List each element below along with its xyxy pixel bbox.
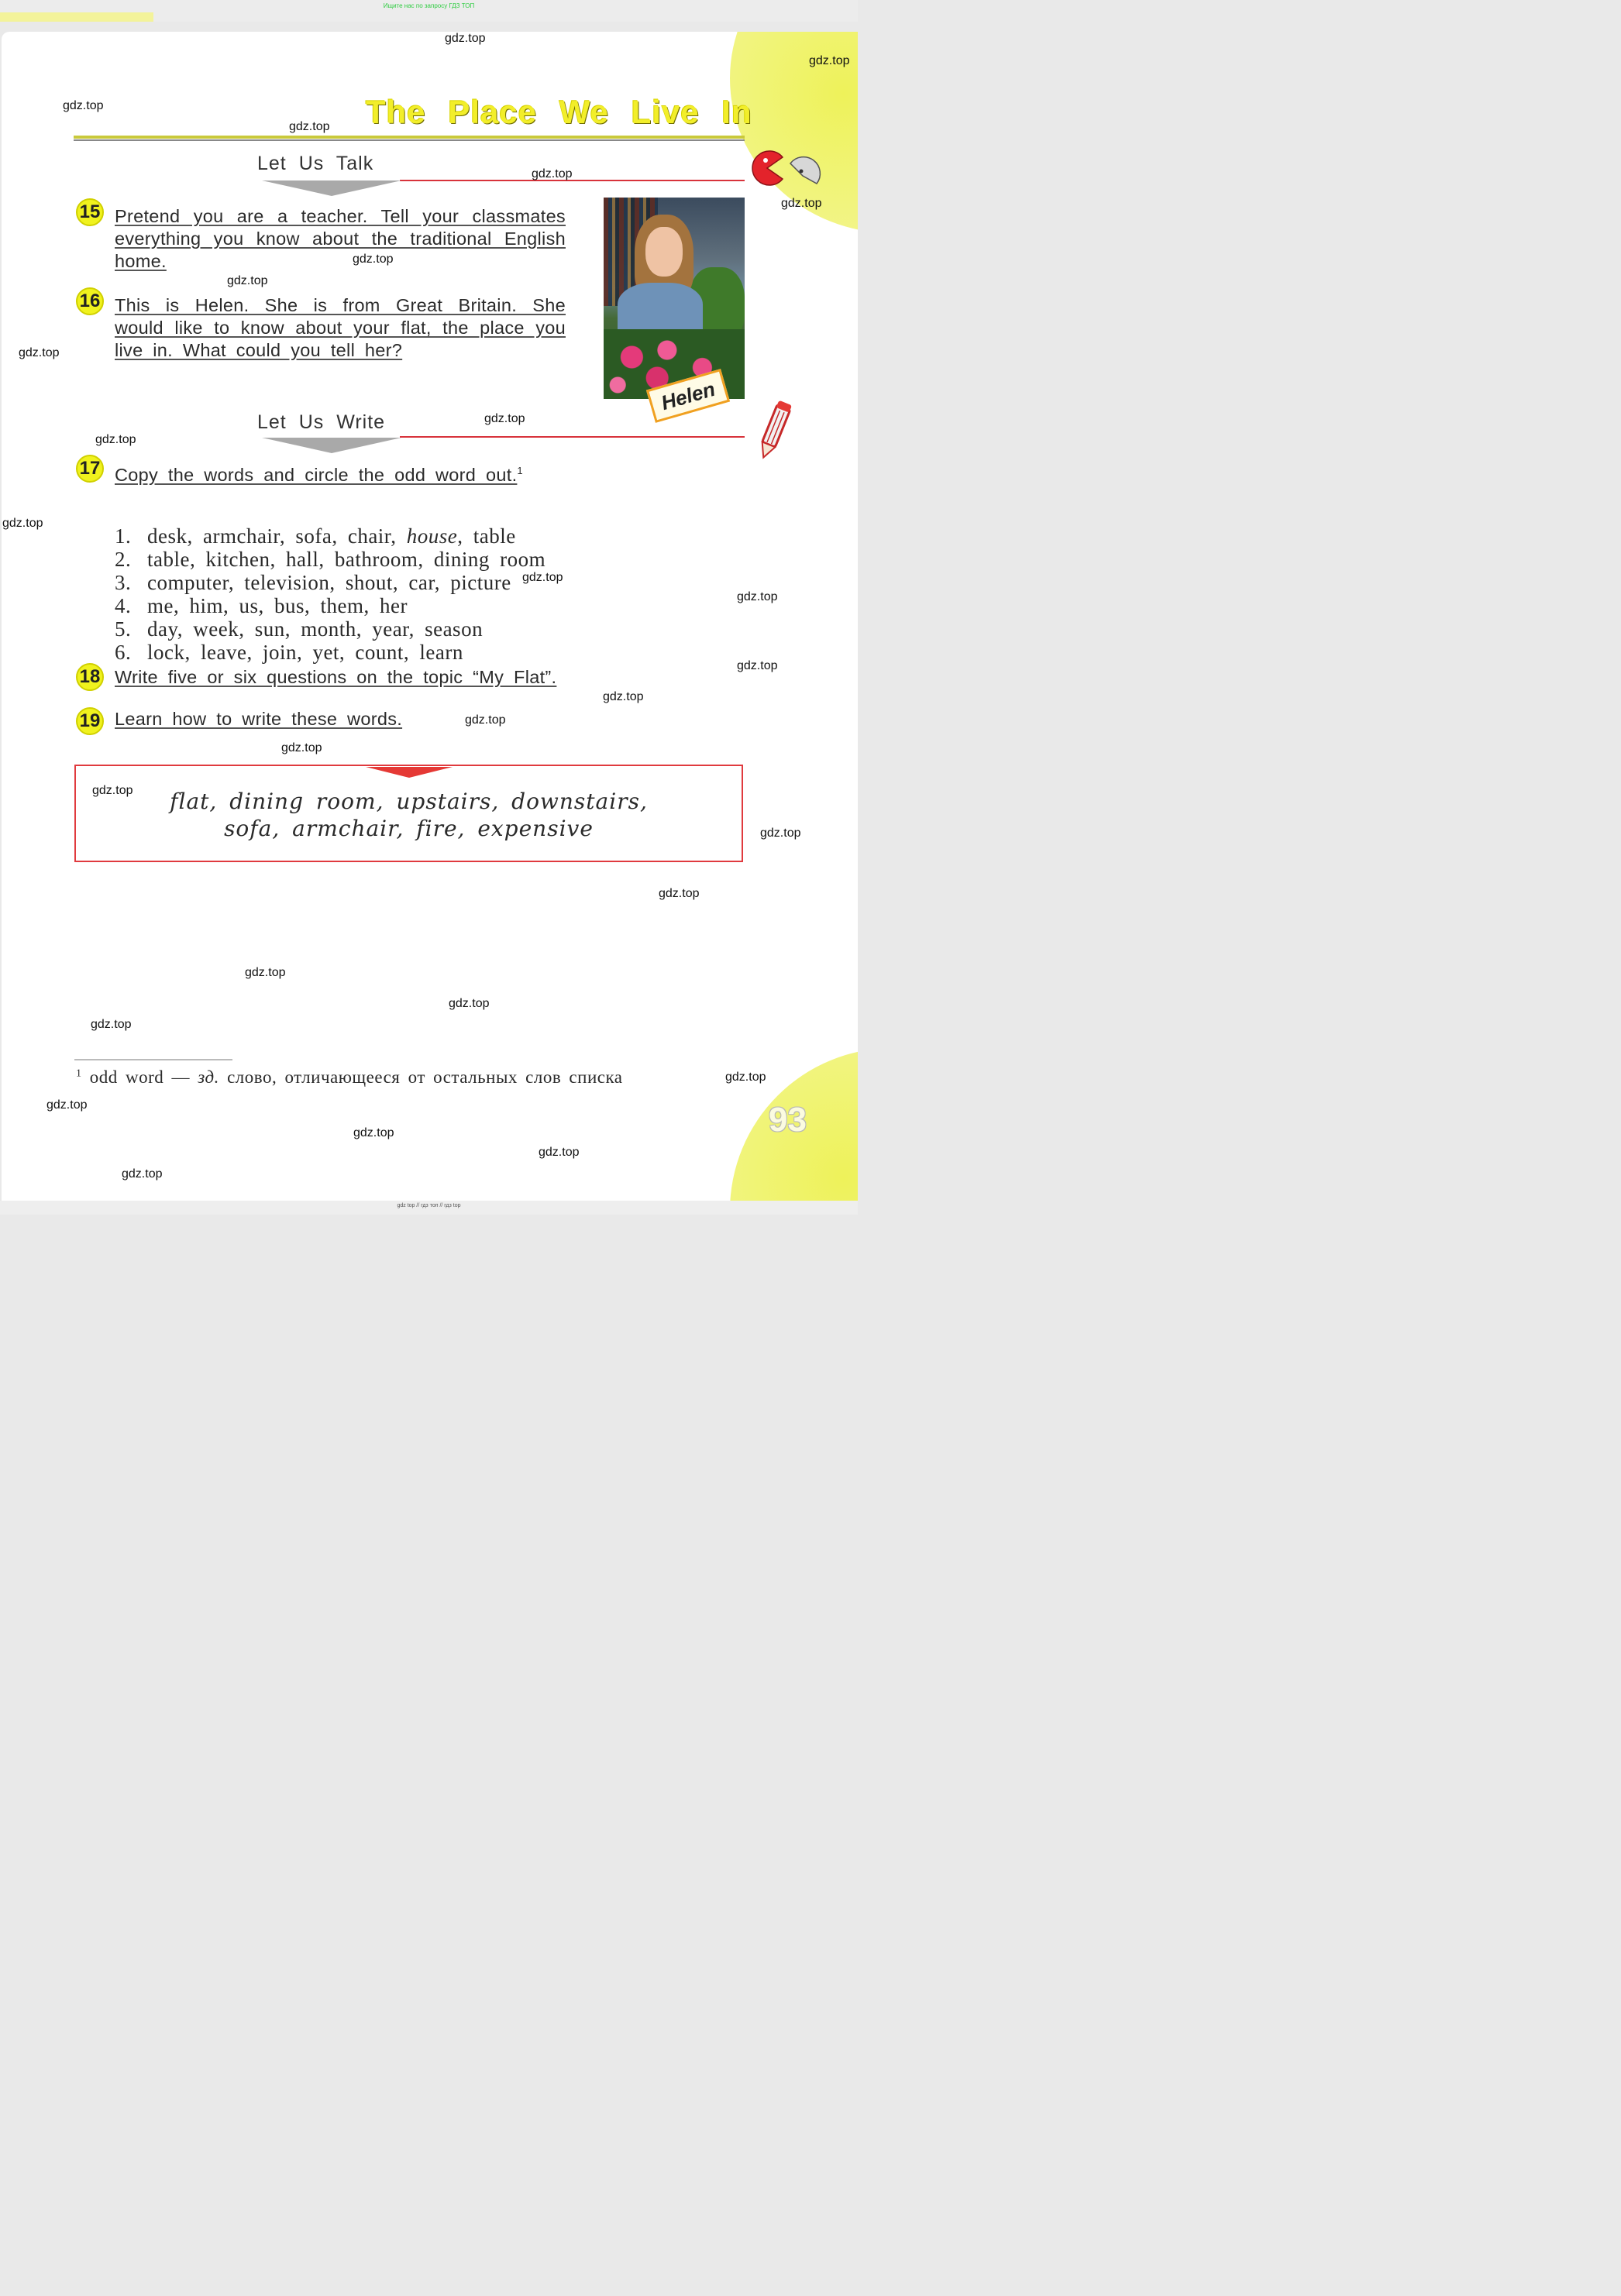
watermark-link[interactable]: gdz.top <box>532 167 573 180</box>
helen-photo <box>604 198 745 399</box>
pacman-icon <box>750 140 824 196</box>
top-strip <box>0 0 858 22</box>
footnote-dash: — <box>171 1067 191 1087</box>
box-tab-marker <box>366 767 453 778</box>
section-divider-talk <box>400 180 745 181</box>
task-number-badge: 18 <box>76 663 104 691</box>
watermark-link[interactable]: gdz.top <box>659 887 700 900</box>
watermark-link[interactable]: gdz.top <box>760 827 801 840</box>
task-15-text: Pretend you are a teacher. Tell your classmates everything you know about the traditional English home. <box>115 206 566 271</box>
spelling-line-2: sofa, armchair, fire, expensive <box>224 816 594 841</box>
watermark-link[interactable]: gdz.top <box>95 433 136 446</box>
row-number: 6. <box>115 641 132 664</box>
task-19-text: Learn how to write these words. <box>115 709 403 729</box>
watermark-link[interactable]: gdz.top <box>603 690 644 703</box>
task-17-line <box>115 459 523 486</box>
watermark-link[interactable]: gdz.top <box>353 1126 394 1139</box>
task-16-text: This is Helen. She is from Great Britain. She would like to know about your flat, the place you live in. What could you tell her? <box>115 295 566 360</box>
row-number: 4. <box>115 594 132 617</box>
section-title-write: Let Us Write <box>257 411 386 433</box>
footnote-abbr: зд. <box>198 1067 219 1087</box>
task-number-badge: 15 <box>76 198 104 226</box>
footnote-text: слово, отличающееся от остальных слов списка <box>227 1067 623 1087</box>
word-list-row <box>115 617 545 641</box>
watermark-link[interactable]: gdz.top <box>781 197 822 210</box>
row-number: 2. <box>115 548 132 571</box>
word-list-row <box>115 524 545 548</box>
footnote-ref: 1 <box>517 465 523 476</box>
watermark-link[interactable]: gdz.top <box>2 517 43 530</box>
footnote-marker: 1 <box>76 1067 82 1080</box>
row-words: lock, leave, join, yet, count, learn <box>147 641 463 664</box>
task-number-badge: 16 <box>76 287 104 315</box>
photo-label: Helen <box>646 369 730 423</box>
page-number: 93 <box>769 1101 807 1139</box>
word-list-row <box>115 594 545 617</box>
task-18-text: Write five or six questions on the topic “My Flat”. <box>115 667 557 687</box>
row-words: table, kitchen, hall, bathroom, dining room <box>147 548 546 571</box>
row-words: me, him, us, bus, them, her <box>147 594 408 617</box>
watermark-link[interactable]: gdz.top <box>92 784 133 797</box>
watermark-link[interactable]: gdz.top <box>484 412 525 425</box>
row-italic-word: house <box>406 524 458 548</box>
promo-text[interactable]: Ищите нас по запросу ГДЗ ТОП <box>383 2 475 9</box>
word-list-row <box>115 641 545 664</box>
pencil-icon <box>750 400 797 466</box>
row-words-after: , table <box>457 524 516 548</box>
bottom-links[interactable]: gdz top // гдз топ // гдз top <box>397 1203 461 1208</box>
spelling-words <box>74 788 743 842</box>
watermark-link[interactable]: gdz.top <box>539 1146 580 1159</box>
title-underline-dark <box>74 139 745 141</box>
page-title: The Place We Live In <box>366 94 752 130</box>
watermark-link[interactable]: gdz.top <box>46 1098 88 1112</box>
footnote-term: odd word <box>89 1067 164 1087</box>
watermark-link[interactable]: gdz.top <box>63 99 104 112</box>
word-list <box>115 524 545 664</box>
word-list-row <box>115 548 545 571</box>
row-words: desk, armchair, sofa, chair, <box>147 524 407 548</box>
title-underline <box>74 136 745 139</box>
watermark-link[interactable]: gdz.top <box>449 997 490 1010</box>
watermark-link[interactable]: gdz.top <box>465 713 506 727</box>
watermark-link[interactable]: gdz.top <box>809 54 850 67</box>
spelling-line-1: flat, dining room, upstairs, downstairs, <box>170 789 648 814</box>
girl-face <box>645 227 683 277</box>
task-number-badge: 17 <box>76 455 104 483</box>
watermark-link[interactable]: gdz.top <box>91 1018 132 1031</box>
section-divider-write <box>400 436 745 438</box>
watermark-link[interactable]: gdz.top <box>281 741 322 754</box>
section-arrow-talk <box>262 179 401 198</box>
watermark-link[interactable]: gdz.top <box>445 32 486 45</box>
watermark-link[interactable]: gdz.top <box>122 1167 163 1181</box>
watermark-link[interactable]: gdz.top <box>353 253 394 266</box>
task-number-badge: 19 <box>76 707 104 735</box>
watermark-link[interactable]: gdz.top <box>737 659 778 672</box>
watermark-link[interactable]: gdz.top <box>522 571 563 584</box>
row-words: computer, television, shout, car, picture <box>147 571 511 594</box>
watermark-link[interactable]: gdz.top <box>725 1071 766 1084</box>
row-number: 1. <box>115 524 132 548</box>
watermark-link[interactable]: gdz.top <box>737 590 778 603</box>
footnote <box>76 1067 623 1088</box>
row-words: day, week, sun, month, year, season <box>147 617 484 641</box>
watermark-link[interactable]: gdz.top <box>19 346 60 359</box>
watermark-link[interactable]: gdz.top <box>227 274 268 287</box>
top-yellow-bar <box>0 12 153 22</box>
task-17-text: Copy the words and circle the odd word out. <box>115 464 518 485</box>
watermark-link[interactable]: gdz.top <box>289 120 330 133</box>
row-number: 3. <box>115 571 132 594</box>
row-number: 5. <box>115 617 132 641</box>
footnote-rule <box>74 1059 232 1060</box>
watermark-link[interactable]: gdz.top <box>245 966 286 979</box>
section-arrow-write <box>262 436 401 455</box>
word-list-row <box>115 571 545 594</box>
section-title-talk: Let Us Talk <box>257 153 374 174</box>
